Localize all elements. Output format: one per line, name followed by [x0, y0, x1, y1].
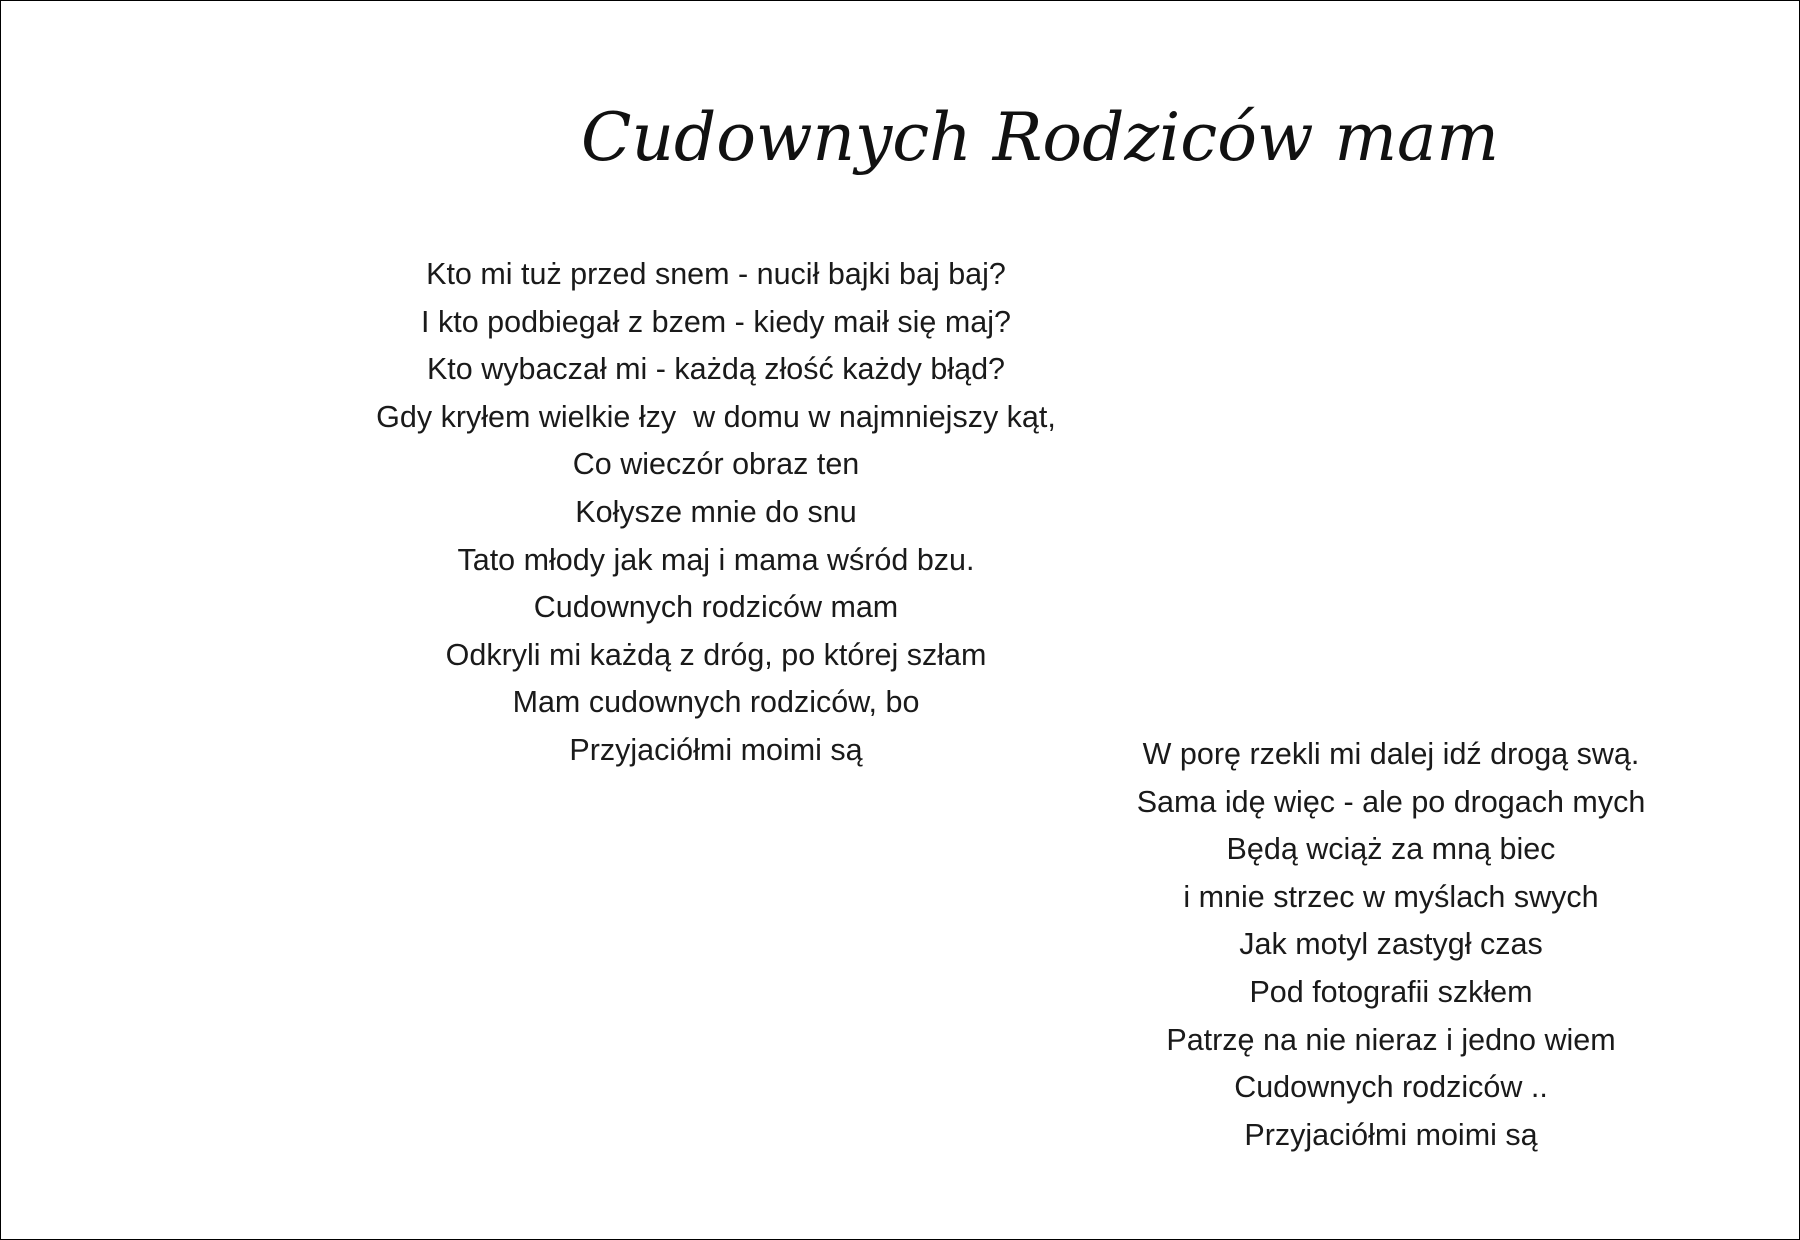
stanza-2 [1041, 731, 1741, 1159]
verse-line: Sama idę więc - ale po drogach mych [1136, 784, 1646, 819]
verse-line: Pod fotografii szkłem [1249, 974, 1533, 1009]
verse-line: Cudownych rodziców .. [1234, 1070, 1548, 1105]
verse-line: Odkryli mi każdą z dróg, po której szłam [445, 637, 987, 672]
verse-line: Patrzę na nie nieraz i jedno wiem [1166, 1022, 1616, 1057]
poem-title: Cudownych Rodziców mam [581, 99, 1499, 176]
verse-line: Tato młody jak maj i mama wśród bzu. [457, 542, 975, 577]
verse-line: Kto mi tuż przed snem - nucił bajki baj baj? [426, 257, 1006, 291]
verse-line: Jak motyl zastygł czas [1239, 927, 1543, 962]
verse-line: Kołysze mnie do snu [575, 494, 857, 529]
verse-line: Mam cudownych rodziców, bo [512, 685, 920, 720]
verse-line: Co wieczór obraz ten [572, 447, 860, 482]
verse-line: Przyjaciółmi moimi są [1244, 1117, 1538, 1152]
verse-line: I kto podbiegał z bzem - kiedy maił się maj? [421, 304, 1011, 339]
verse-line: Gdy kryłem wielkie łzy w domu w najmniejszy kąt, [376, 399, 1056, 434]
verse-line: Cudownych rodziców mam [533, 590, 899, 625]
verse-line: W porę rzekli mi dalej idź drogą swą. [1142, 737, 1640, 771]
verse-line: Przyjaciółmi moimi są [569, 732, 863, 767]
verse-line: Kto wybaczał mi - każdą złość każdy błąd? [426, 352, 1006, 387]
stanza-1 [301, 251, 1131, 775]
verse-line: i mnie strzec w myślach swych [1183, 879, 1599, 914]
verse-line: Będą wciąż za mną biec [1226, 832, 1556, 867]
